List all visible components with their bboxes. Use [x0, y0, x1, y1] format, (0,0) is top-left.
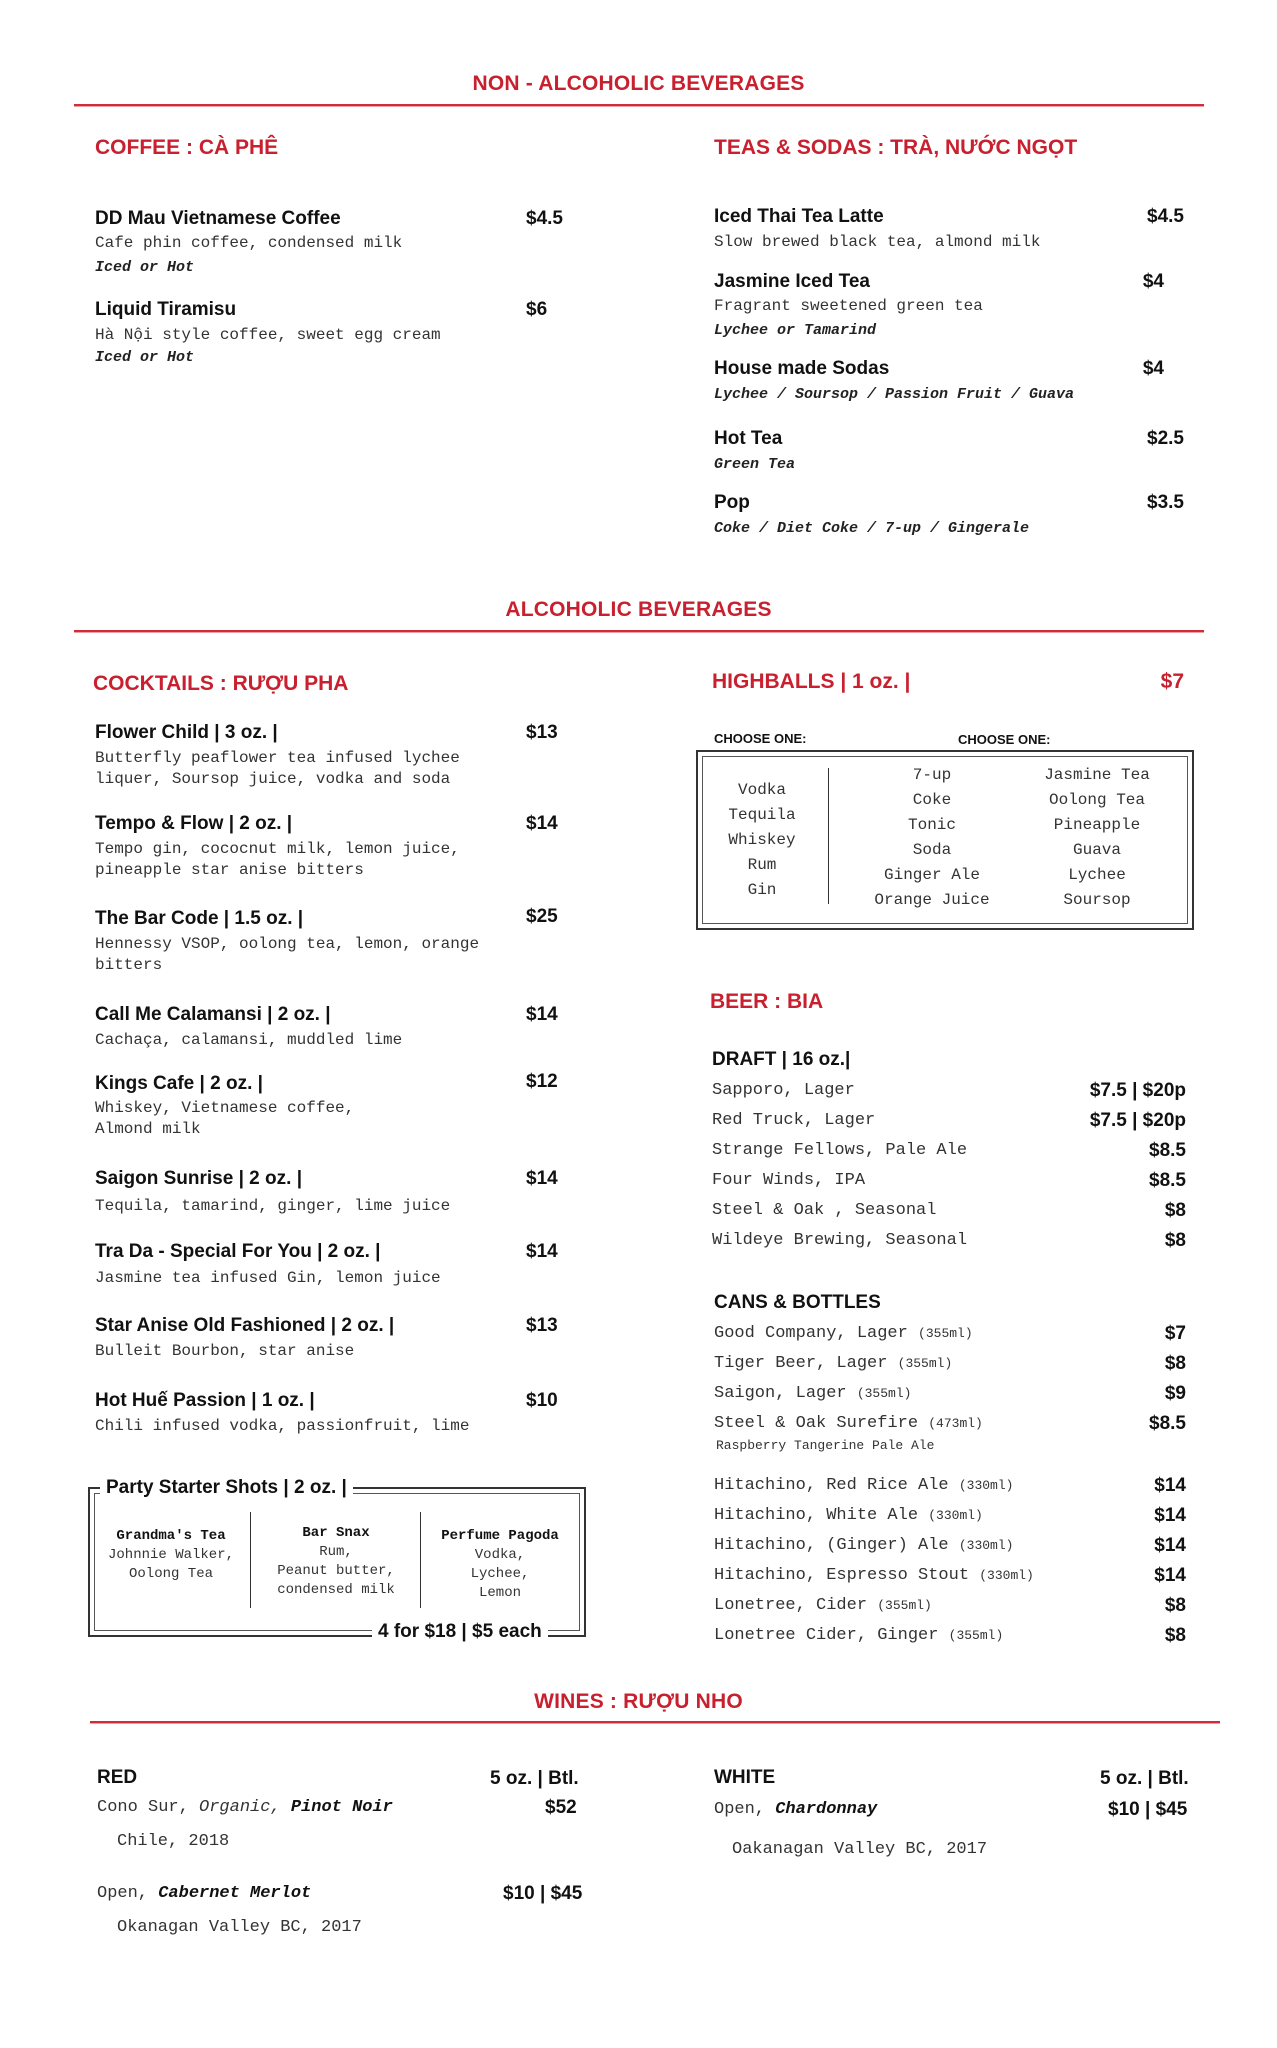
- choose-label: CHOOSE ONE:: [958, 732, 1051, 747]
- menu-item-description: pineapple star anise bitters: [95, 861, 364, 879]
- wine-varietal: Pinot Noir: [290, 1798, 393, 1817]
- menu-item-description: Jasmine tea infused Gin, lemon juice: [95, 1269, 441, 1287]
- wine-varietal: Cabernet Merlot: [158, 1884, 312, 1903]
- shot-title: Grandma's Tea: [116, 1528, 226, 1544]
- menu-item-name: Hot Huế Passion | 1 oz. |: [95, 1390, 315, 1411]
- beer-price: $7.5 | $20p: [1089, 1080, 1186, 1101]
- menu-item-price: $10: [526, 1390, 558, 1411]
- menu-item-option: Lychee / Soursop / Passion Fruit / Guava: [714, 386, 1075, 403]
- beer-price: $8: [1164, 1200, 1186, 1221]
- column-divider: [828, 768, 829, 904]
- wine-maker: Open,: [714, 1800, 766, 1819]
- wine-origin: Okanagan Valley BC, 2017: [117, 1918, 362, 1937]
- shot-ingredient: Peanut butter,: [277, 1563, 395, 1579]
- shot-item-perfume-pagoda: [424, 1527, 576, 1603]
- beer-price: $14: [1154, 1565, 1186, 1586]
- cocktails-category-title: COCKTAILS : RƯỢU PHA: [93, 672, 349, 695]
- beer-name: Red Truck, Lager: [712, 1111, 876, 1130]
- beer-name: Four Winds, IPA: [712, 1171, 866, 1190]
- mixer-option: Ginger Ale: [883, 866, 980, 884]
- beer-row: [714, 1626, 1003, 1645]
- wine-maker: Cono Sur,: [97, 1798, 189, 1817]
- white-wine-title: WHITE: [714, 1767, 776, 1788]
- spirit-option: Tequila: [728, 806, 796, 824]
- beer-row: [714, 1536, 1013, 1555]
- wine-organic-label: Organic,: [199, 1798, 281, 1817]
- menu-item-price: $6: [526, 299, 548, 320]
- menu-item-price: $4: [1142, 271, 1164, 292]
- mixer-option: Tonic: [907, 816, 956, 834]
- menu-item-option: Coke / Diet Coke / 7-up / Gingerale: [714, 520, 1030, 537]
- menu-item-name: Liquid Tiramisu: [95, 299, 237, 320]
- beer-price: $8: [1164, 1353, 1186, 1374]
- wine-row: [97, 1798, 393, 1817]
- shot-ingredient: Lychee,: [470, 1566, 530, 1582]
- mixers-column: [850, 763, 1014, 913]
- wine-origin: Oakanagan Valley BC, 2017: [732, 1840, 988, 1859]
- menu-item-price: $14: [526, 1004, 558, 1025]
- shot-ingredient: Vodka,: [474, 1547, 526, 1563]
- menu-item-description: Bulleit Bourbon, star anise: [95, 1342, 355, 1360]
- menu-item-name: Pop: [714, 492, 750, 513]
- highballs-category-title: HIGHBALLS | 1 oz. |: [712, 670, 911, 693]
- menu-item-price: $14: [526, 1241, 558, 1262]
- wine-unit-label: 5 oz. | Btl.: [490, 1768, 579, 1789]
- mixer-option: 7-up: [912, 766, 952, 784]
- divider: [74, 104, 1204, 107]
- beer-subtitle: Raspberry Tangerine Pale Ale: [716, 1438, 935, 1453]
- flavour-option: Soursop: [1063, 891, 1131, 909]
- beer-price: $7: [1164, 1323, 1186, 1344]
- teas-category-title: TEAS & SODAS : TRÀ, NƯỚC NGỌT: [714, 136, 1078, 159]
- menu-item-price: $2.5: [1147, 428, 1184, 449]
- menu-item-option: Green Tea: [714, 456, 796, 473]
- beer-row: [714, 1476, 1013, 1495]
- beer-row: [714, 1506, 983, 1525]
- beer-name: Hitachino, Red Rice Ale: [714, 1476, 949, 1495]
- menu-item-description: Butterfly peaflower tea infused lychee: [95, 749, 460, 767]
- menu-item-name: DD Mau Vietnamese Coffee: [95, 208, 341, 229]
- beer-name: Tiger Beer, Lager: [714, 1354, 888, 1373]
- menu-item-price: $4.5: [526, 208, 563, 229]
- beer-price: $9: [1164, 1383, 1186, 1404]
- beer-volume: (355ml): [856, 1386, 912, 1401]
- menu-item-description: Fragrant sweetened green tea: [714, 297, 983, 315]
- wine-origin: Chile, 2018: [117, 1832, 230, 1851]
- menu-item-option: Iced or Hot: [95, 349, 195, 366]
- beer-price: $8.5: [1149, 1170, 1186, 1191]
- beer-volume: (355ml): [897, 1356, 953, 1371]
- beer-name: Good Company, Lager: [714, 1324, 908, 1343]
- beer-row: [714, 1324, 973, 1343]
- shot-item-grandmas-tea: [96, 1527, 246, 1584]
- beer-volume: (330ml): [979, 1568, 1034, 1583]
- beer-volume: (355ml): [918, 1326, 973, 1341]
- wine-varietal: Chardonnay: [775, 1800, 878, 1819]
- highballs-price: $7: [1160, 670, 1184, 693]
- beer-volume: (473ml): [928, 1416, 983, 1431]
- beer-price: $14: [1154, 1505, 1186, 1526]
- flavours-column: [1012, 763, 1182, 913]
- alcoholic-title: ALCOHOLIC BEVERAGES: [505, 598, 772, 621]
- beer-name: Lonetree Cider, Ginger: [714, 1626, 939, 1645]
- beer-row: [714, 1414, 983, 1433]
- beer-name: Steel & Oak , Seasonal: [712, 1201, 937, 1220]
- spirit-option: Rum: [747, 856, 777, 874]
- menu-item-description: Hà Nội style coffee, sweet egg cream: [95, 326, 441, 344]
- wine-maker: Open,: [97, 1884, 149, 1903]
- column-divider: [250, 1512, 251, 1608]
- menu-item-option: Lychee or Tamarind: [714, 322, 877, 339]
- menu-item-description: Cachaça, calamansi, muddled lime: [95, 1031, 403, 1049]
- shot-title: Bar Snax: [302, 1525, 370, 1541]
- beer-name: Hitachino, White Ale: [714, 1506, 919, 1525]
- menu-item-description: Cafe phin coffee, condensed milk: [95, 234, 403, 252]
- menu-item-name: Iced Thai Tea Latte: [714, 206, 884, 227]
- menu-item-description: Chili infused vodka, passionfruit, lime: [95, 1417, 470, 1435]
- beer-name: Sapporo, Lager: [712, 1081, 855, 1100]
- wines-title: WINES : RƯỢU NHO: [534, 1690, 743, 1713]
- shot-ingredient: Lemon: [478, 1585, 521, 1601]
- beer-category-title: BEER : BIA: [710, 990, 824, 1013]
- beer-volume: (355ml): [948, 1628, 1004, 1643]
- spirit-option: Vodka: [737, 781, 786, 799]
- wine-row: [714, 1800, 877, 1819]
- beer-name: Wildeye Brewing, Seasonal: [712, 1231, 968, 1250]
- beer-row: [714, 1354, 952, 1373]
- menu-item-name: Hot Tea: [714, 428, 783, 449]
- beer-price: $8.5: [1149, 1413, 1186, 1434]
- flavour-option: Pineapple: [1053, 816, 1141, 834]
- menu-item-description: Almond milk: [95, 1120, 201, 1138]
- wine-unit-label: 5 oz. | Btl.: [1100, 1768, 1189, 1789]
- beer-price: $8.5: [1149, 1140, 1186, 1161]
- beer-row: [714, 1596, 932, 1615]
- beer-price: $7.5 | $20p: [1089, 1110, 1186, 1131]
- draft-title: DRAFT | 16 oz.|: [712, 1049, 851, 1070]
- menu-item-name: Flower Child | 3 oz. |: [95, 722, 278, 743]
- beer-volume: (330ml): [958, 1538, 1014, 1553]
- beer-name: Hitachino, Espresso Stout: [714, 1566, 970, 1585]
- menu-item-option: Iced or Hot: [95, 259, 195, 276]
- coffee-category-title: COFFEE : CÀ PHÊ: [95, 136, 279, 159]
- beer-price: $8: [1164, 1230, 1186, 1251]
- menu-item-name: Saigon Sunrise | 2 oz. |: [95, 1168, 303, 1189]
- wine-row: [97, 1884, 311, 1903]
- flavour-option: Lychee: [1068, 866, 1126, 884]
- shot-ingredient: Rum,: [319, 1544, 353, 1560]
- menu-item-name: Tempo & Flow | 2 oz. |: [95, 813, 293, 834]
- shots-deal-price: 4 for $18 | $5 each: [372, 1621, 548, 1643]
- beer-name: Steel & Oak Surefire: [714, 1414, 919, 1433]
- shot-ingredient: Oolong Tea: [128, 1566, 213, 1582]
- beer-name: Saigon, Lager: [714, 1384, 847, 1403]
- flavour-option: Guava: [1072, 841, 1121, 859]
- beer-row: [714, 1566, 1034, 1585]
- beer-price: $8: [1164, 1595, 1186, 1616]
- menu-item-description: Slow brewed black tea, almond milk: [714, 233, 1041, 251]
- shot-title: Perfume Pagoda: [441, 1528, 559, 1544]
- mixer-option: Orange Juice: [874, 891, 990, 909]
- beer-name: Hitachino, (Ginger) Ale: [714, 1536, 949, 1555]
- menu-item-price: $25: [526, 906, 558, 927]
- beer-volume: (330ml): [958, 1478, 1014, 1493]
- choose-label: CHOOSE ONE:: [714, 731, 807, 746]
- beer-price: $14: [1154, 1475, 1186, 1496]
- beer-volume: (330ml): [928, 1508, 983, 1523]
- spirit-option: Whiskey: [728, 831, 796, 849]
- spirit-option: Gin: [747, 881, 777, 899]
- spirits-column: [706, 778, 818, 903]
- beer-name: Lonetree, Cider: [714, 1596, 868, 1615]
- shot-item-bar-snax: [256, 1524, 416, 1600]
- menu-item-price: $4: [1142, 358, 1164, 379]
- menu-item-price: $13: [526, 722, 558, 743]
- beer-price: $8: [1164, 1625, 1186, 1646]
- menu-item-name: Tra Da - Special For You | 2 oz. |: [95, 1241, 381, 1262]
- menu-item-description: liquer, Soursop juice, vodka and soda: [95, 770, 451, 788]
- flavour-option: Jasmine Tea: [1044, 766, 1150, 784]
- menu-item-price: $3.5: [1147, 492, 1184, 513]
- wine-price: $10 | $45: [503, 1883, 583, 1904]
- divider: [74, 630, 1204, 633]
- menu-item-name: Star Anise Old Fashioned | 2 oz. |: [95, 1315, 395, 1336]
- menu-item-description: Whiskey, Vietnamese coffee,: [95, 1099, 355, 1117]
- menu-item-price: $14: [526, 813, 558, 834]
- shot-ingredient: condensed milk: [277, 1582, 395, 1598]
- menu-item-name: Call Me Calamansi | 2 oz. |: [95, 1004, 331, 1025]
- menu-item-description: Hennessy VSOP, oolong tea, lemon, orange: [95, 935, 480, 953]
- menu-item-description: Tequila, tamarind, ginger, lime juice: [95, 1197, 451, 1215]
- shots-title: Party Starter Shots | 2 oz. |: [100, 1477, 353, 1499]
- menu-item-name: House made Sodas: [714, 358, 890, 379]
- non-alcoholic-title: NON - ALCOHOLIC BEVERAGES: [472, 72, 805, 95]
- wine-price: $10 | $45: [1108, 1799, 1188, 1820]
- beer-name: Strange Fellows, Pale Ale: [712, 1141, 968, 1160]
- flavour-option: Oolong Tea: [1048, 791, 1145, 809]
- beer-volume: (355ml): [877, 1598, 932, 1613]
- divider: [90, 1721, 1220, 1724]
- menu-item-name: The Bar Code | 1.5 oz. |: [95, 908, 304, 929]
- menu-item-price: $4.5: [1147, 206, 1184, 227]
- wine-price: $52: [545, 1797, 577, 1818]
- beer-row: [714, 1384, 911, 1403]
- menu-item-price: $13: [526, 1315, 558, 1336]
- mixer-option: Coke: [912, 791, 952, 809]
- beer-price: $14: [1154, 1535, 1186, 1556]
- cans-title: CANS & BOTTLES: [714, 1292, 881, 1313]
- shot-ingredient: Johnnie Walker,: [107, 1547, 235, 1563]
- menu-item-price: $14: [526, 1168, 558, 1189]
- red-wine-title: RED: [97, 1767, 138, 1788]
- menu-item-description: Tempo gin, cococnut milk, lemon juice,: [95, 840, 460, 858]
- column-divider: [420, 1512, 421, 1608]
- menu-item-price: $12: [526, 1071, 558, 1092]
- mixer-option: Soda: [912, 841, 952, 859]
- menu-item-description: bitters: [95, 956, 163, 974]
- menu-item-name: Jasmine Iced Tea: [714, 271, 870, 292]
- menu-item-name: Kings Cafe | 2 oz. |: [95, 1073, 263, 1094]
